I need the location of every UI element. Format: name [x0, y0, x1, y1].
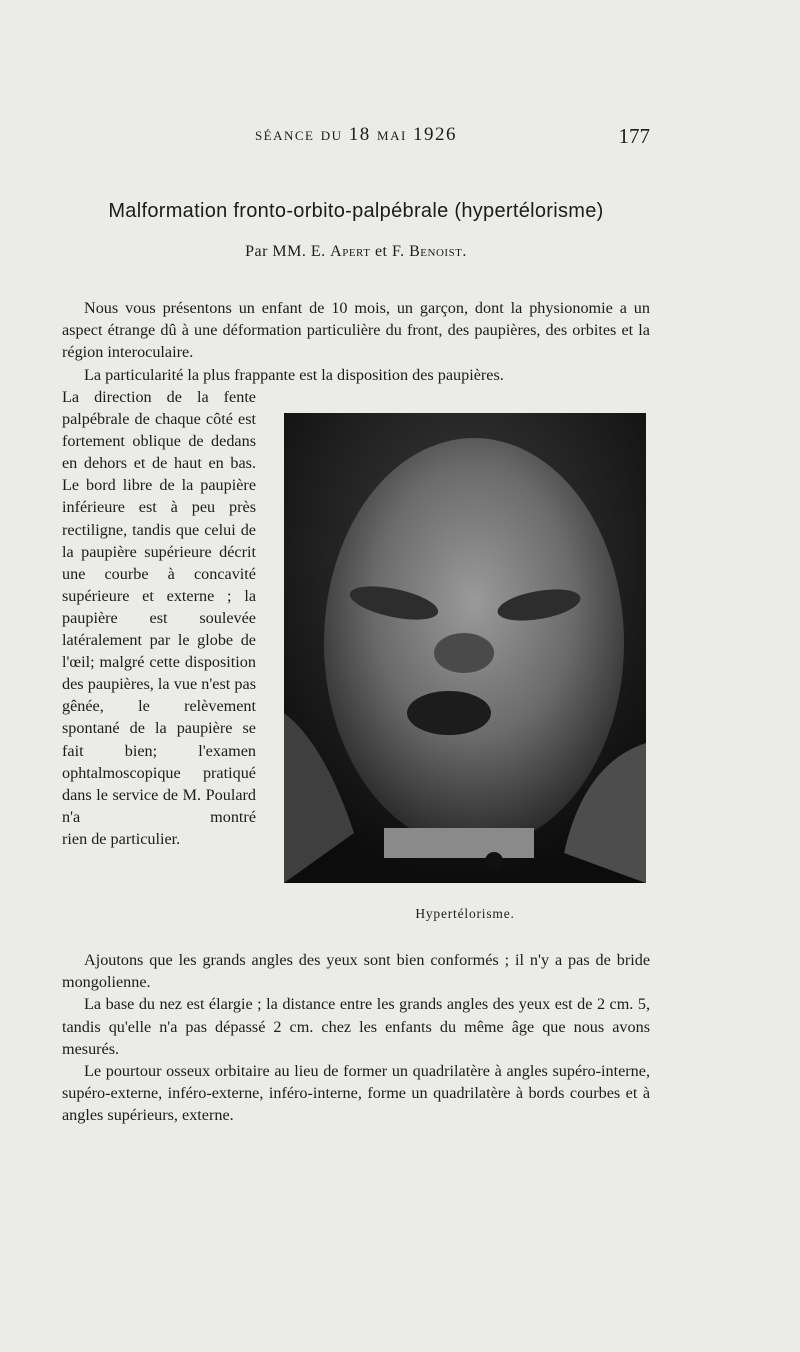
running-header	[62, 124, 650, 154]
authors-mid: et F.	[370, 243, 410, 260]
author-benoist: Benoist.	[409, 243, 467, 260]
figure-caption: Hypertélorisme.	[415, 906, 515, 921]
paragraph-intro: Nous vous présentons un enfant de 10 mois, un garçon, dont la physionomie a un aspect étrange dû à une déformation particulière du front, des paupières, des orbites et la région interoculaire.	[62, 299, 650, 362]
wrapped-text: La direction de la fente palpébrale de chaque côté est fortement oblique de dedans en dehors et de haut en bas. Le bord libre de la paupière inférieure est à peu près rectiligne, tandis que celui de la paupière supérieure décrit une courbe à concavité supérieure et externe ; la paupière est soulevée latéralement par le globe de l'œil; malgré cette disposition des paupières, la vue n'est pas gênée, le relèvement spontané de la paupière se fait bien; l'examen ophtalmoscopique pratiqué dans le service de M. Poulard n'a montré	[62, 388, 256, 826]
paragraph-nose-base: La base du nez est élargie ; la distance entre les grands angles des yeux est de 2 cm. 5, tandis qu'elle n'a pas dépassé 2 cm. chez les enfants du même âge que nous avons mesurés.	[62, 995, 650, 1058]
article-title: Malformation fronto-orbito-palpébrale (hypertélorisme)	[108, 200, 604, 222]
page-number: 177	[618, 124, 650, 148]
wrapped-text-last-line: rien de particulier.	[62, 829, 181, 848]
running-title: séance du 18 mai 1926	[254, 124, 458, 145]
photo-illustration	[284, 413, 646, 883]
body-text-bottom	[62, 949, 650, 1127]
paragraph-orbital-rim: Le pourtour osseux orbitaire au lieu de former un quadrilatère à angles supéro-interne, supéro-externe, inféro-externe, inféro-interne, forme un quadrilatère à bords courbes et à angles supérieurs, externe.	[62, 1062, 650, 1125]
article-authors	[62, 243, 650, 261]
authors-prefix: Par MM. E.	[245, 243, 331, 260]
patient-photograph	[284, 413, 646, 883]
body-text-top	[62, 297, 650, 386]
wrapped-text-column	[62, 386, 256, 850]
author-apert: Apert	[330, 243, 371, 260]
paragraph-mongolian-fold: Ajoutons que les grands angles des yeux sont bien conformés ; il n'y a pas de bride mongolienne.	[62, 951, 650, 992]
paragraph-eyelids: La particularité la plus frappante est la disposition des paupières.	[84, 365, 504, 384]
